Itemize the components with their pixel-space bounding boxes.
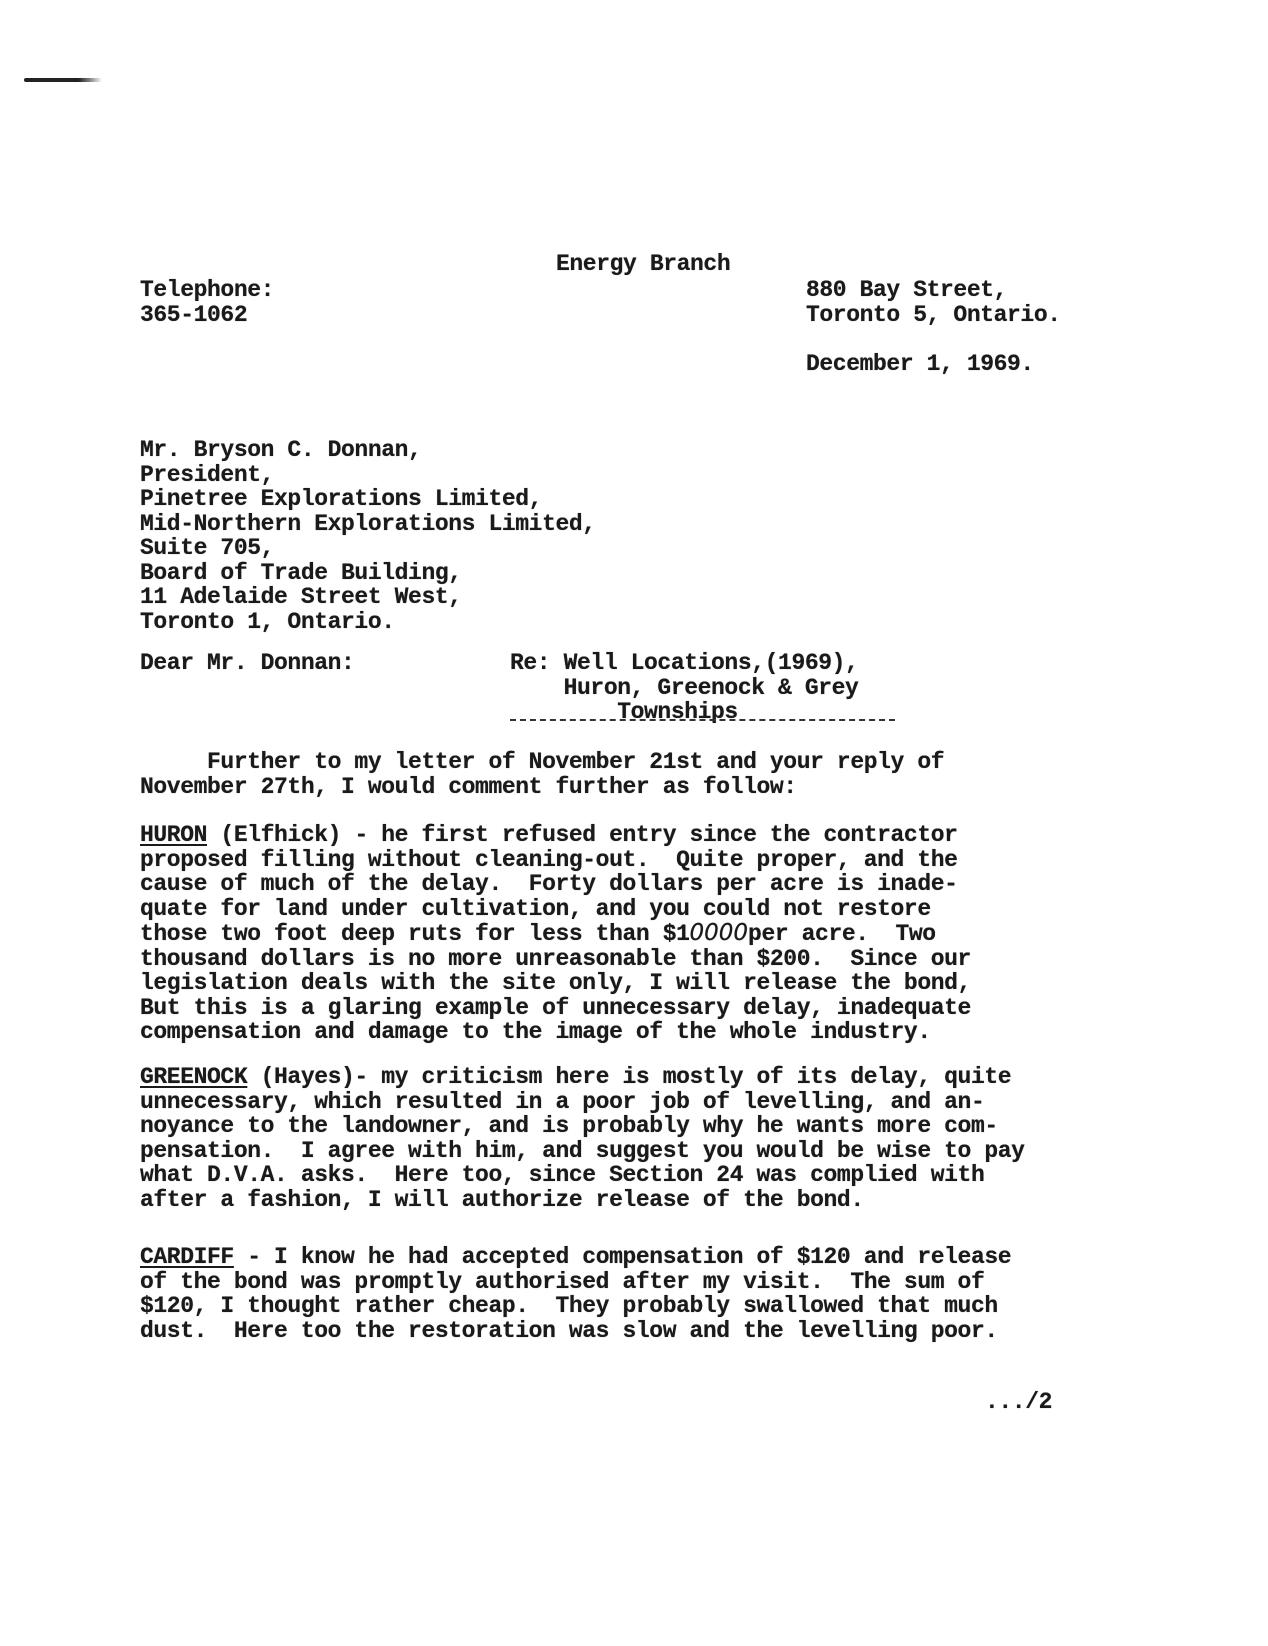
cardiff-paragraph xyxy=(140,1245,1011,1343)
intro-line: November 27th, I would comment further as follow: xyxy=(140,773,797,800)
greenock-line: (Hayes)- my criticism here is mostly of its delay, quite xyxy=(247,1064,1012,1090)
intro-line: Further to my letter of November 21st and your reply of xyxy=(140,749,945,775)
huron-line: proposed filling without cleaning-out. Quite proper, and the xyxy=(140,846,958,873)
salutation: Dear Mr. Donnan: xyxy=(140,650,355,676)
huron-line: thousand dollars is no more unreasonable than $200. Since our xyxy=(140,945,971,972)
subject-reference xyxy=(510,651,858,725)
recipient-line: Suite 705, xyxy=(140,535,275,561)
huron-line: cause of much of the delay. Forty dollars per acre is inade- xyxy=(140,871,958,897)
cardiff-line: - I know he had accepted compensation of $120 and release xyxy=(233,1244,1012,1270)
subject-line-3: Townships xyxy=(617,699,738,725)
intro-paragraph xyxy=(140,750,944,799)
cardiff-line: dust. Here too the restoration was slow and the levelling poor. xyxy=(140,1317,998,1344)
recipient-line: Board of Trade Building, xyxy=(140,559,462,586)
handwritten-amount: 0000 xyxy=(689,920,749,946)
greenock-line: what D.V.A. asks. Here too, since Section 24 was complied with xyxy=(140,1162,985,1188)
address-line-2: Toronto 5, Ontario. xyxy=(806,301,1061,328)
recipient-address xyxy=(140,438,596,634)
huron-line: (Elfhick) - he first refused entry since the contractor xyxy=(207,822,958,848)
recipient-line: Mid-Northern Explorations Limited, xyxy=(140,510,596,537)
greenock-line: after a fashion, I will authorize release of the bond. xyxy=(140,1186,864,1213)
huron-line: But this is a glaring example of unnecessary delay, inadequate xyxy=(140,994,971,1021)
huron-heading: HURON xyxy=(140,822,208,848)
huron-line: per acre. Two xyxy=(748,921,936,947)
continuation-page-ref: .../2 xyxy=(985,1389,1053,1415)
recipient-line: Toronto 1, Ontario. xyxy=(140,608,395,635)
scan-artifact-mark xyxy=(24,78,102,82)
huron-line: quate for land under cultivation, and you could not restore xyxy=(140,895,931,922)
letter-date: December 1, 1969. xyxy=(806,351,1034,377)
recipient-line: 11 Adelaide Street West, xyxy=(140,584,462,610)
greenock-line: pensation. I agree with him, and suggest you would be wise to pay xyxy=(140,1137,1025,1164)
cardiff-line: of the bond was promptly authorised after my visit. The sum of xyxy=(140,1268,985,1295)
cardiff-heading: CARDIFF xyxy=(140,1244,234,1270)
cardiff-line: $120, I thought rather cheap. They probably swallowed that much xyxy=(140,1293,998,1319)
subject-line-1: Re: Well Locations,(1969), xyxy=(510,650,859,676)
subject-underline xyxy=(510,719,895,721)
recipient-line: Pinetree Explorations Limited, xyxy=(140,486,543,512)
telephone-number: 365-1062 xyxy=(140,301,248,328)
huron-paragraph xyxy=(140,823,971,1045)
address-line-1: 880 Bay Street, xyxy=(806,277,1008,303)
greenock-paragraph xyxy=(140,1065,1025,1212)
greenock-heading: GREENOCK xyxy=(140,1064,248,1090)
telephone-block xyxy=(140,278,274,327)
sender-address xyxy=(806,278,1061,327)
huron-line: legislation deals with the site only, I will release the bond, xyxy=(140,970,971,996)
department-heading: Energy Branch xyxy=(556,251,731,277)
recipient-line: Mr. Bryson C. Donnan, xyxy=(140,437,422,463)
recipient-line: President, xyxy=(140,461,275,488)
greenock-line: noyance to the landowner, and is probably why he wants more com- xyxy=(140,1113,998,1139)
greenock-line: unnecessary, which resulted in a poor job of levelling, and an- xyxy=(140,1088,985,1115)
huron-line: compensation and damage to the image of the whole industry. xyxy=(140,1019,931,1045)
telephone-label: Telephone: xyxy=(140,277,275,303)
subject-line-2: Huron, Greenock & Grey xyxy=(563,674,859,701)
huron-line: those two foot deep ruts for less than $1 xyxy=(140,921,690,947)
